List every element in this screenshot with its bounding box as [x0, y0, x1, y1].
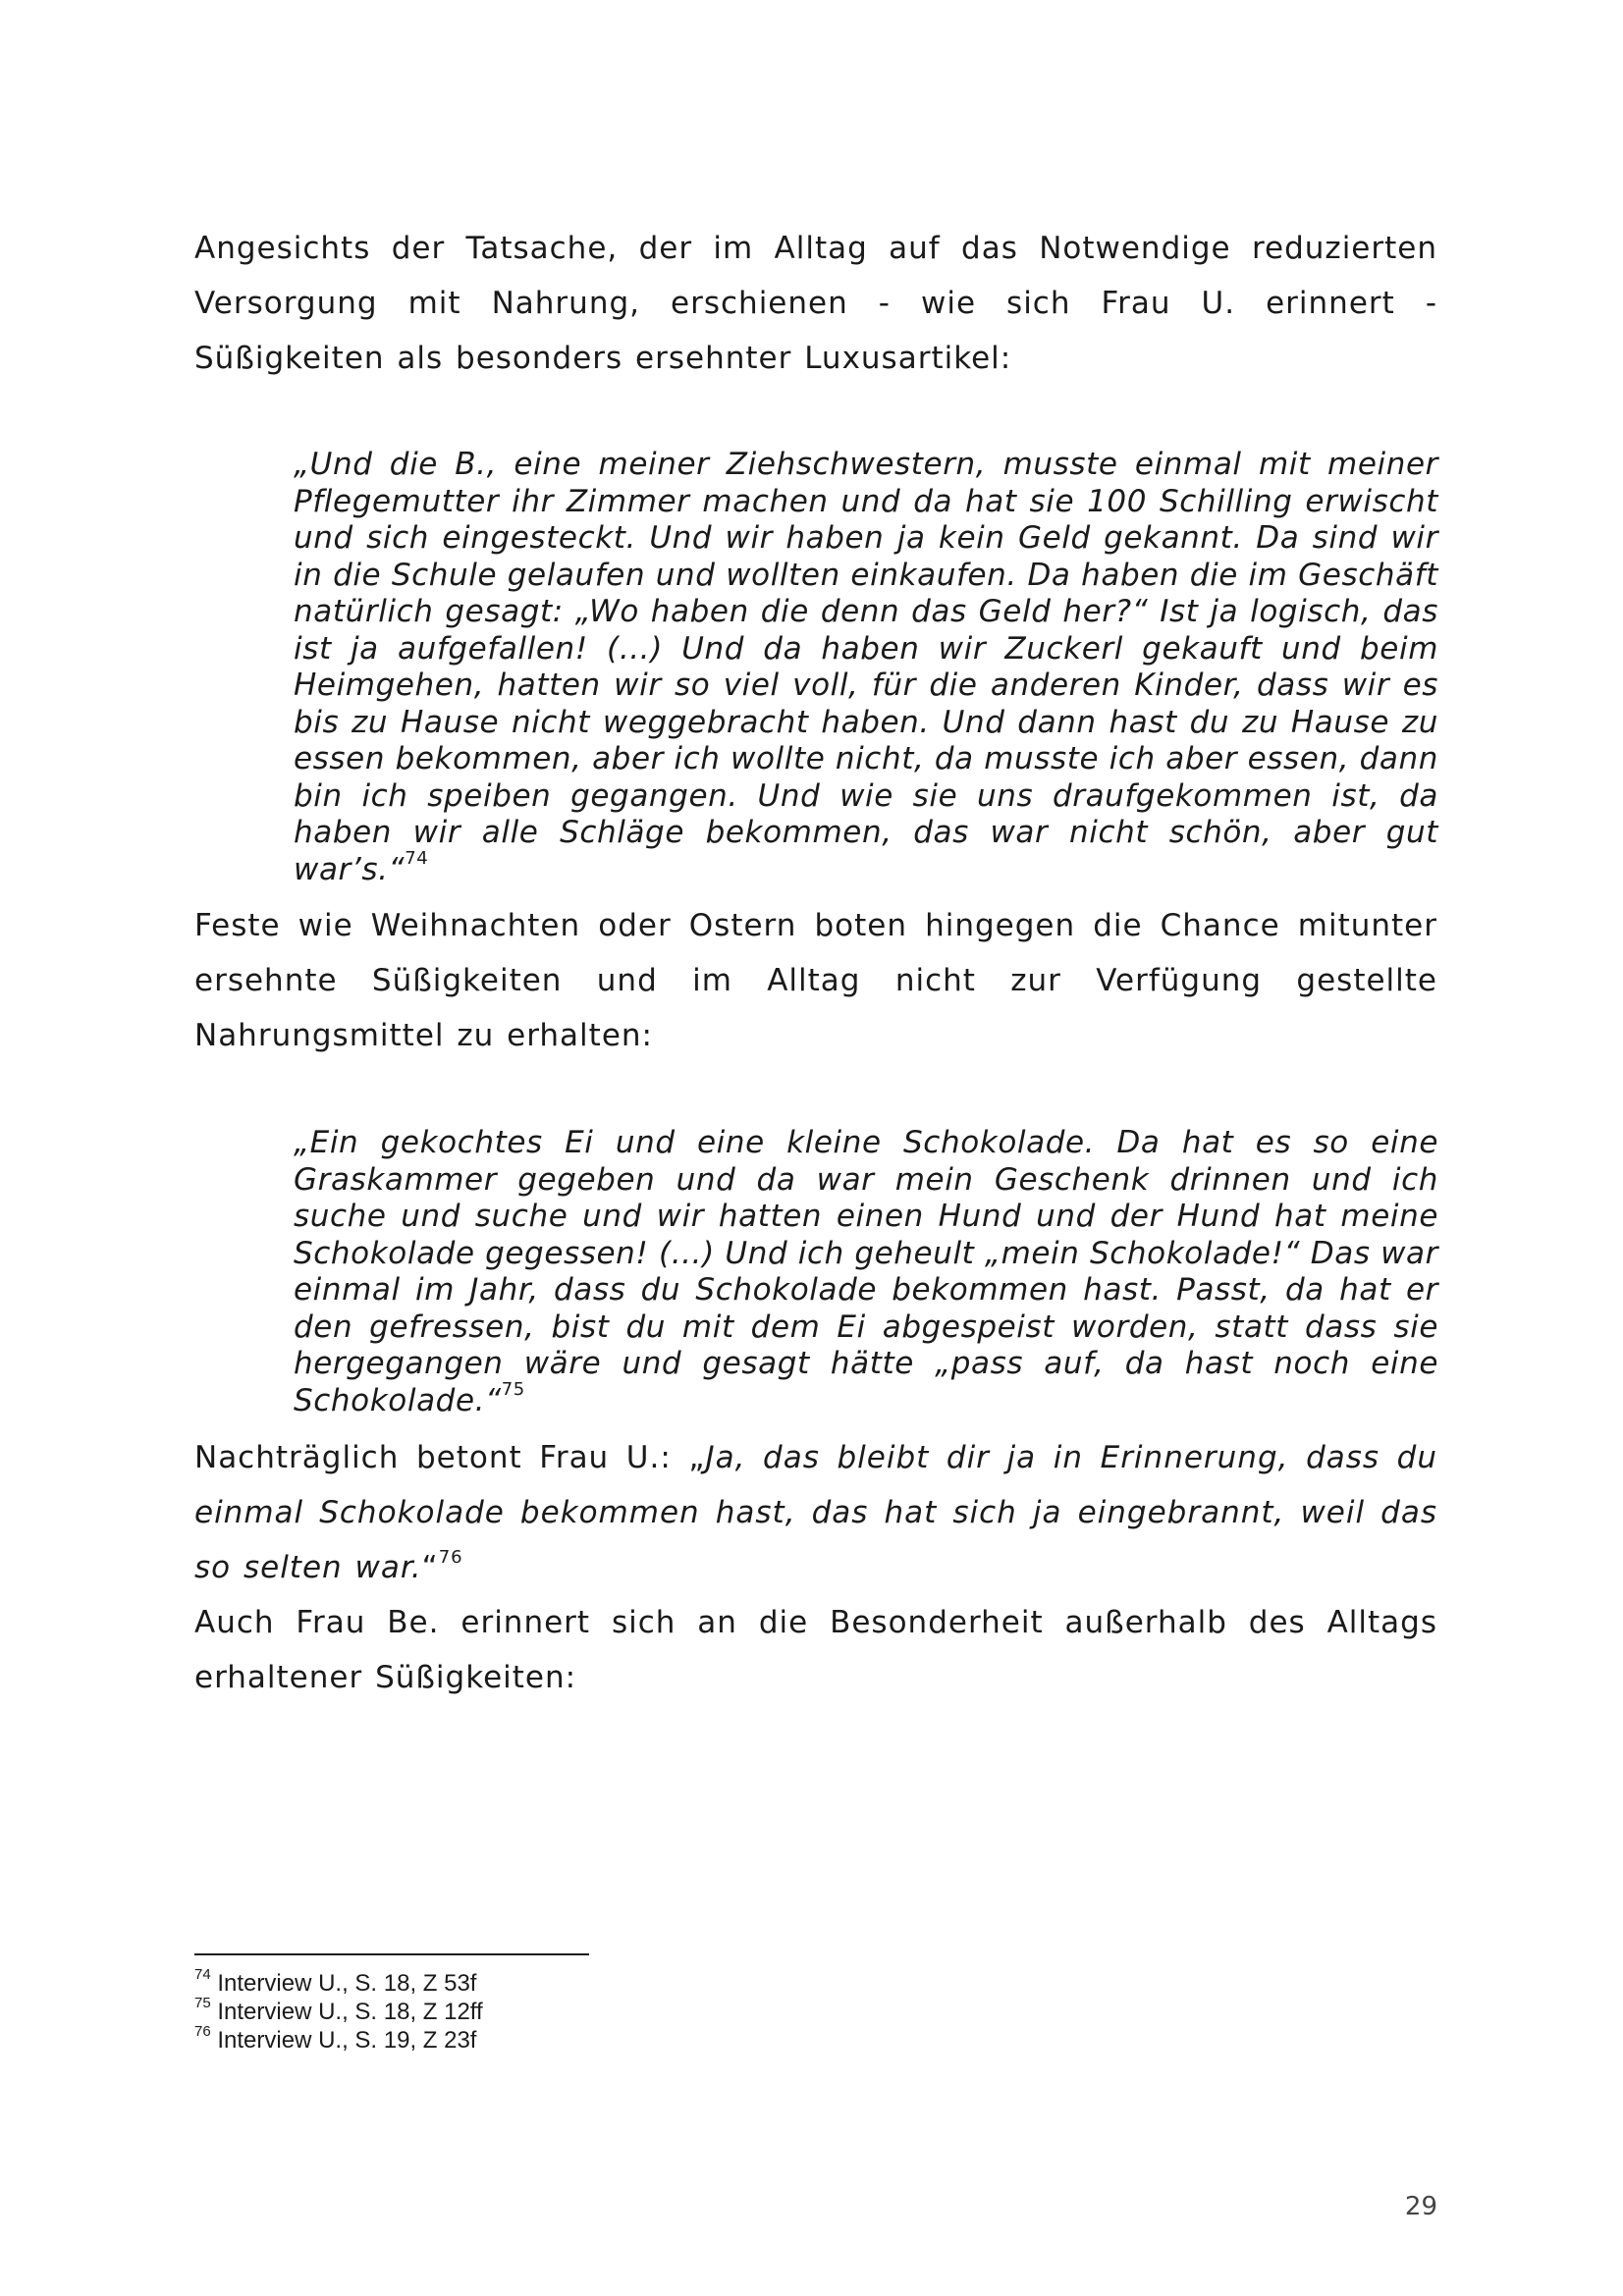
footnote-ref-76[interactable]: 76 [438, 1546, 463, 1568]
footnote-number: 75 [194, 1995, 211, 2011]
afterthought-close: “ [421, 1550, 439, 1585]
footnote-number: 74 [194, 1966, 211, 1983]
footnote-text: Interview U., S. 18, Z 12ff [217, 1999, 483, 2025]
paragraph-intro: Angesichts der Tatsache, der im Alltag auf das Notwendige reduzierten Versorgung mit Nahrung, erschienen - wie sich Frau U. erinnert - Süßigkeiten als besonders ersehnter Luxusartikel: [194, 231, 1437, 376]
paragraph-afterthought [194, 1430, 1437, 1595]
paragraph-frau-be: Auch Frau Be. erinnert sich an die Besonderheit außerhalb des Alltags erhaltener Süßigkeiten: [194, 1605, 1437, 1695]
paragraph-festivals: Feste wie Weihnachten oder Ostern boten hingegen die Chance mitunter ersehnte Süßigkeiten und im Alltag nicht zur Verfügung gestellte Nahrungsmittel zu erhalten: [194, 908, 1437, 1053]
blockquote-zuckerl [294, 447, 1438, 888]
blockquote-schokolade [294, 1125, 1438, 1419]
afterthought-prefix: Nachträglich betont Frau U.: „ [194, 1440, 706, 1475]
footnote-ref-74[interactable]: 74 [405, 848, 429, 870]
blockquote-zuckerl-text: „Und die B., eine meiner Ziehschwestern, musste einmal mit meiner Pflegemutter ihr Zimmer machen und da hat sie 100 Schilling erwischt und sich eingesteckt. Und wir haben ja kein Geld gekannt. Da sind wir in die Schule gelaufen und wollten einkaufen. Da haben die im Geschäft natürlich gesagt: „Wo haben die denn das Geld her?“ Ist ja logisch, das ist ja aufgefallen! (…) Und da haben wir Zuckerl gekauft und beim Heimgehen, hatten wir so viel voll, für die anderen Kinder, dass wir es bis zu Hause nicht weggebracht haben. Und dann hast du zu Hause zu essen bekommen, aber ich wollte nicht, da musste ich aber essen, dann bin ich speiben gegangen. Und wie sie uns draufgekommen ist, da haben wir alle Schläge bekommen, das war nicht schön, aber gut war’s.“ [294, 447, 1438, 887]
footnote-74 [194, 1966, 483, 1998]
page-number: 29 [1404, 2192, 1437, 2221]
footnote-number: 76 [194, 2023, 211, 2040]
footnote-divider [194, 1953, 589, 1955]
blockquote-schokolade-text: „Ein gekochtes Ei und eine kleine Schokolade. Da hat es so eine Graskammer gegeben und da war mein Geschenk drinnen und ich suche und suche und wir hatten einen Hund und der Hund hat meine Schokolade gegessen! (…) Und ich geheult „mein Schokolade!“ Das war einmal im Jahr, dass du Schokolade bekommen hast. Passt, da hat er den gefressen, bist du mit dem Ei abgespeist worden, statt dass sie hergegangen wäre und gesagt hätte „pass auf, da hast noch eine Schokolade.“ [294, 1125, 1438, 1418]
footnote-ref-75[interactable]: 75 [501, 1379, 525, 1401]
footnotes-section [194, 1966, 483, 2055]
afterthought-quote: Ja, das bleibt dir ja in Erinnerung, dass du einmal Schokolade bekommen hast, das hat sich ja eingebrannt, weil das so selten war. [194, 1440, 1437, 1585]
footnote-75 [194, 1995, 483, 2026]
footnote-text: Interview U., S. 19, Z 23f [217, 2027, 477, 2054]
footnote-text: Interview U., S. 18, Z 53f [217, 1970, 477, 1997]
footnote-76 [194, 2023, 483, 2055]
